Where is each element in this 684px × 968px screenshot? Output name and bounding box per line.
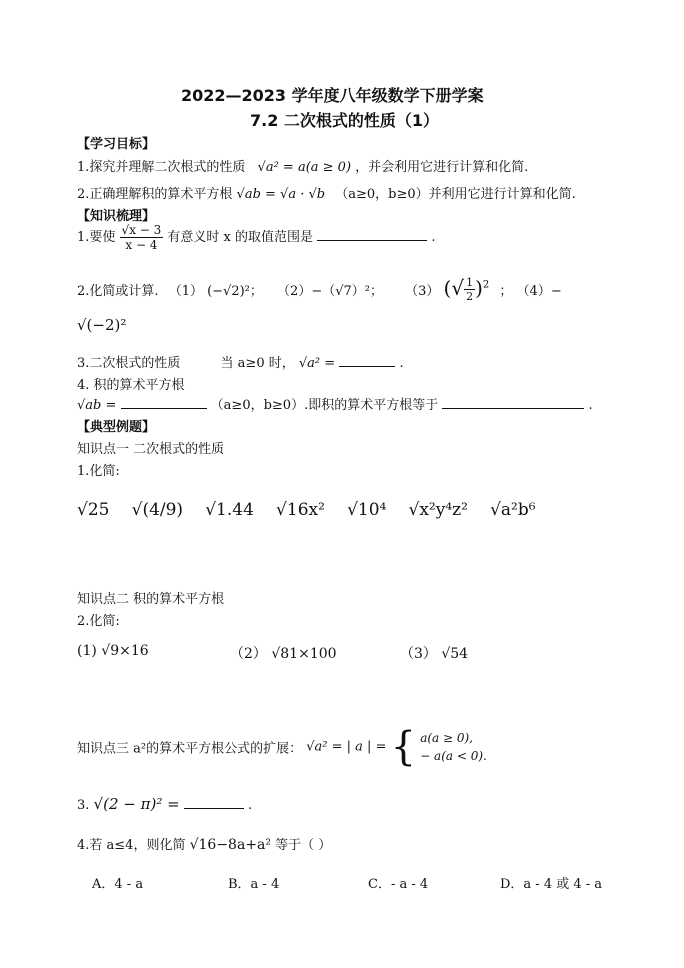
example-point-2-question: 2.化简: bbox=[77, 614, 120, 629]
goal-2-text-end: （a≥0，b≥0）并利用它进行计算和化简. bbox=[335, 187, 576, 202]
period: . bbox=[431, 230, 436, 245]
case-nonnegative: a(a ≥ 0), bbox=[420, 731, 473, 745]
goal-2-text: 2.正确理解积的算术平方根 bbox=[77, 187, 233, 202]
fraction-denominator: x − 4 bbox=[125, 238, 158, 252]
goal-1 bbox=[77, 156, 528, 175]
piecewise-cases bbox=[420, 729, 487, 765]
period: . bbox=[588, 398, 593, 413]
example-q3-formula: √(2 − π)² = bbox=[93, 795, 180, 813]
fraction-numerator: 1 bbox=[466, 276, 474, 289]
knowledge-q1-pre: 1.要使 bbox=[77, 230, 116, 245]
knowledge-q2-part3-label: （3） bbox=[405, 284, 440, 299]
example-q4 bbox=[77, 834, 331, 853]
knowledge-q2-part1: （1） (−√2)²； bbox=[168, 284, 263, 299]
example-point-3-formula: √a² = | a | = bbox=[306, 739, 387, 755]
knowledge-q3-condition: 当 a≥0 时， bbox=[220, 356, 295, 371]
knowledge-q3-label: 3.二次根式的性质 bbox=[77, 356, 181, 371]
example-point-2-item-3: （3） √54 bbox=[400, 646, 469, 662]
knowledge-q2-part3-expr: (√ $\frac{1}{2}$ )$^2$ bbox=[443, 276, 490, 303]
goal-2-formula: √ab = √a · √b bbox=[236, 187, 326, 202]
example-point-2-title: 知识点二 积的算术平方根 bbox=[77, 592, 225, 607]
period: . bbox=[399, 356, 404, 371]
fraction-numerator: √x − 3 bbox=[121, 223, 162, 237]
choice-c[interactable]: C．- a - 4 bbox=[368, 877, 429, 892]
knowledge-q4-text: （a≥0，b≥0）.即积的算术平方根等于 bbox=[210, 398, 439, 413]
example-point-2-item-2: （2） √81×100 bbox=[230, 646, 337, 662]
answer-blank[interactable] bbox=[184, 796, 244, 809]
knowledge-q2 bbox=[77, 276, 562, 303]
knowledge-q1-fraction bbox=[120, 223, 164, 252]
radical-item: √x²y⁴z² bbox=[408, 500, 468, 520]
page-subtitle: 7.2 二次根式的性质（1） bbox=[250, 111, 440, 130]
knowledge-q4-formula: √ab = bbox=[77, 398, 117, 413]
knowledge-q3-formula: √a² = bbox=[298, 356, 336, 371]
answer-blank[interactable] bbox=[442, 396, 584, 409]
choice-a[interactable]: A．4 - a bbox=[92, 877, 144, 892]
example-point-2-item-1: (1) √9×16 bbox=[77, 643, 149, 659]
example-q3 bbox=[77, 795, 252, 813]
knowledge-q1-text: 有意义时 x 的取值范围是 bbox=[167, 230, 314, 245]
fraction-denominator: 2 bbox=[466, 290, 474, 303]
example-q4-label: 4.若 a≤4，则化简 bbox=[77, 838, 186, 853]
radical-item: √16x² bbox=[276, 500, 325, 520]
answer-blank[interactable] bbox=[317, 228, 427, 241]
example-q3-label: 3. bbox=[77, 798, 90, 813]
radical-item: √1.44 bbox=[205, 500, 254, 520]
example-point-1-question: 1.化简: bbox=[77, 464, 120, 479]
period: . bbox=[247, 798, 253, 813]
page-title: 2022—2023 学年度八年级数学下册学案 bbox=[181, 86, 484, 105]
choice-d[interactable]: D．a - 4 或 4 - a bbox=[500, 877, 603, 892]
knowledge-q4 bbox=[77, 394, 593, 413]
answer-blank[interactable] bbox=[339, 354, 395, 367]
goal-2 bbox=[77, 183, 576, 202]
example-point-1-title: 知识点一 二次根式的性质 bbox=[77, 442, 225, 457]
goal-1-text: 1.探究并理解二次根式的性质 bbox=[77, 160, 246, 175]
radical-item: √10⁴ bbox=[347, 500, 387, 520]
case-negative: − a(a < 0). bbox=[420, 749, 487, 763]
example-point-3-title: 知识点三 a²的算术平方根公式的扩展： bbox=[77, 741, 303, 757]
knowledge-q2-label: 2.化简或计算. bbox=[77, 284, 159, 299]
section-knowledge: 【知识梳理】 bbox=[77, 209, 156, 224]
answer-blank[interactable] bbox=[121, 396, 207, 409]
goal-1-text-end: ，并会利用它进行计算和化简. bbox=[355, 160, 529, 175]
left-brace: { bbox=[390, 724, 417, 770]
knowledge-q4-label: 4. 积的算术平方根 bbox=[77, 378, 185, 393]
example-point-1-items bbox=[77, 500, 554, 520]
radical-item: √25 bbox=[77, 500, 110, 520]
knowledge-q2-part4: ； （4）− bbox=[499, 284, 562, 299]
knowledge-q2-part2: （2）−（√7）²； bbox=[277, 284, 383, 299]
section-goals: 【学习目标】 bbox=[77, 137, 156, 152]
radical-item: √(4/9) bbox=[131, 500, 184, 520]
knowledge-q1 bbox=[77, 223, 435, 252]
section-examples: 【典型例题】 bbox=[77, 420, 156, 435]
example-point-3 bbox=[77, 724, 487, 770]
choice-b[interactable]: B．a - 4 bbox=[228, 877, 280, 892]
radical-item: √a²b⁶ bbox=[490, 500, 536, 520]
knowledge-q2-part4-expr: √(−2)² bbox=[77, 316, 127, 334]
example-q4-formula: √16−8a+a² bbox=[189, 837, 272, 853]
knowledge-q3 bbox=[77, 352, 404, 371]
goal-1-formula: √a² = a(a ≥ 0) bbox=[257, 160, 352, 175]
example-q4-text: 等于（ ） bbox=[275, 838, 332, 853]
